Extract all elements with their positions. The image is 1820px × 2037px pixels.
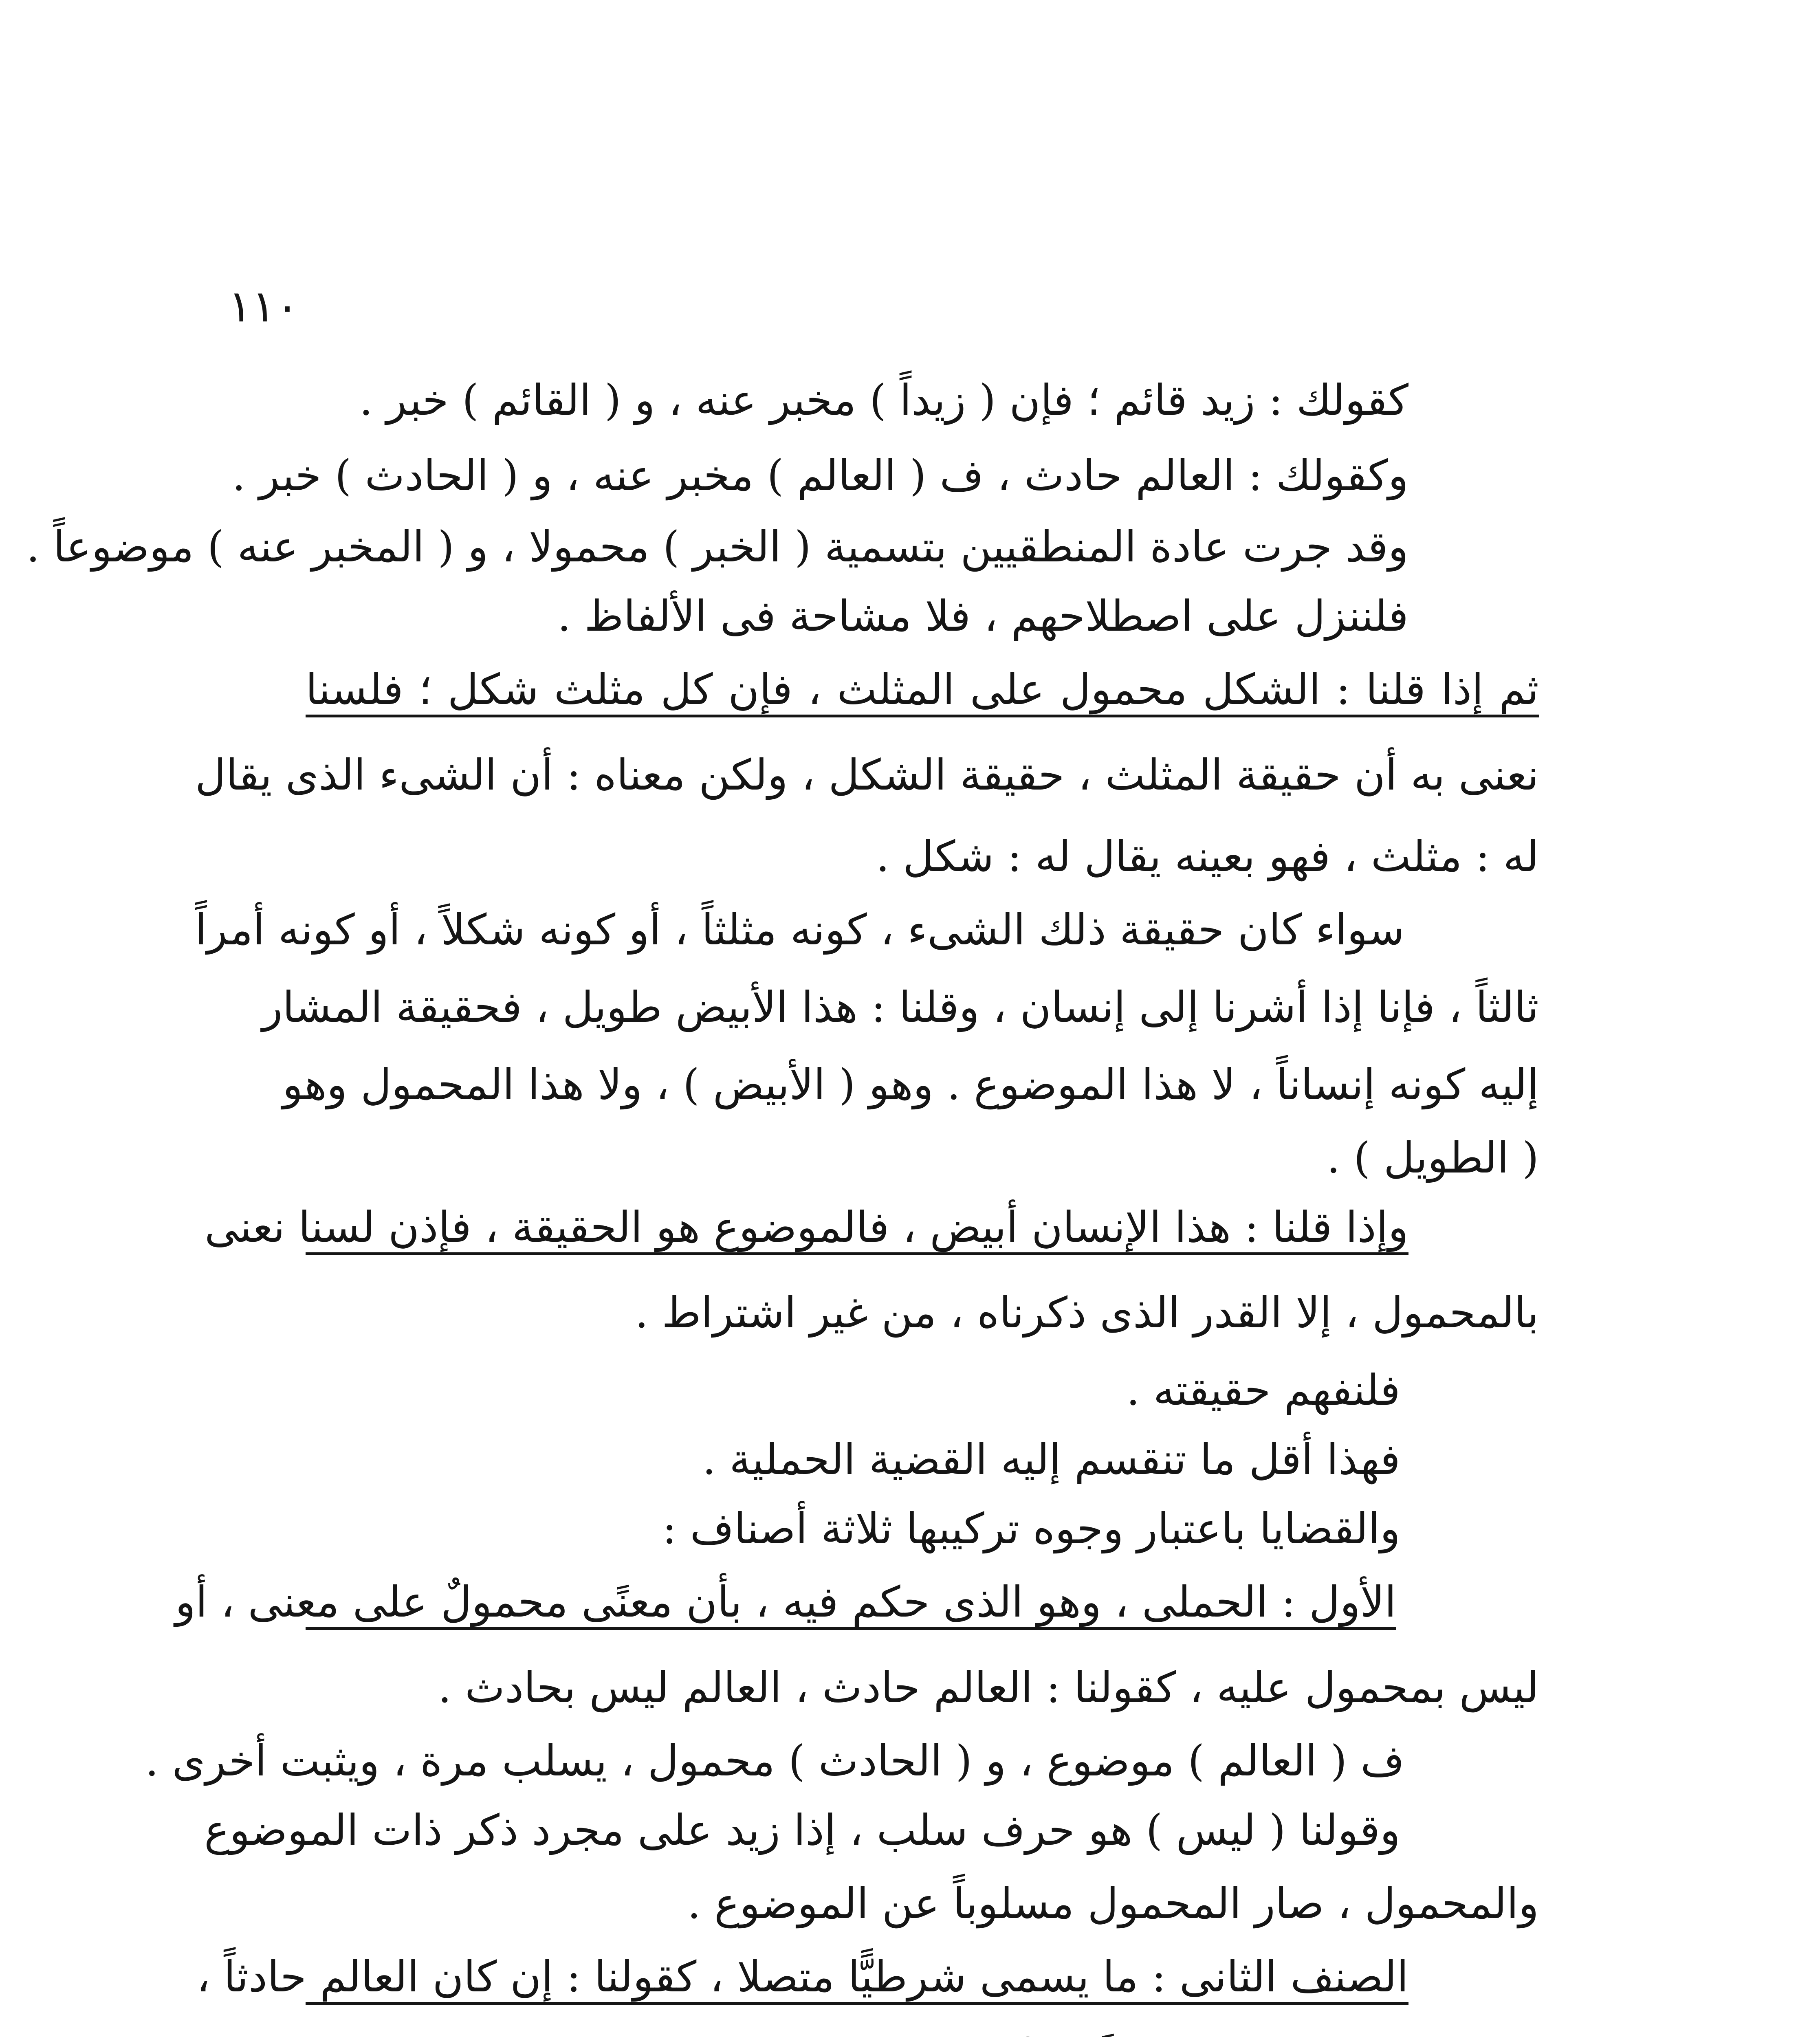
- text-line-22: الصنف الثانى : ما يسمى شرطيًّا متصلا ، كقولنا : إن كان العالم حادثاً ،: [306, 1956, 1408, 2005]
- text-line-14: فلنفهم حقيقته .: [1126, 1365, 1400, 1415]
- text-line-5: ثم إذا قلنا : الشكل محمول على المثلث ، فإن كل مثلث شكل ؛ فلسنا: [306, 668, 1539, 717]
- text-line-4: فلننزل على اصطلاحهم ، فلا مشاحة فى الألفاظ .: [557, 591, 1408, 641]
- text-line-2: وكقولك : العالم حادث ، ف ( العالم ) مخبر عنه ، و ( الحادث ) خبر .: [232, 451, 1408, 500]
- text-line-8: سواء كان حقيقة ذلك الشىء ، كونه مثلثاً ، أو كونه شكلاً ، أو كونه أمراً: [195, 905, 1404, 955]
- page-number: ١١٠: [228, 281, 299, 332]
- text-line-12: وإذا قلنا : هذا الإنسان أبيض ، فالموضوع هو الحقيقة ، فإذن لسنا نعنى: [306, 1206, 1408, 1255]
- text-line-7: له : مثلث ، فهو بعينه يقال له : شكل .: [876, 832, 1539, 881]
- text-line-17: الأول : الحملى ، وهو الذى حكم فيه ، بأن معنًى محمولٌ على معنى ، أو: [306, 1581, 1396, 1630]
- text-line-13: بالمحمول ، إلا القدر الذى ذكرناه ، من غير اشتراط .: [635, 1288, 1539, 1337]
- text-line-19: ف ( العالم ) موضوع ، و ( الحادث ) محمول ، يسلب مرة ، ويثبت أخرى .: [145, 1736, 1404, 1786]
- text-line-10: إليه كونه إنساناً ، لا هذا الموضوع . وهو ( الأبيض ) ، ولا هذا المحمول وهو: [282, 1060, 1539, 1109]
- text-line-1: كقولك : زيد قائم ؛ فإن ( زيداً ) مخبر عنه ، و ( القائم ) خبر .: [359, 375, 1408, 425]
- text-line-6: نعنى به أن حقيقة المثلث ، حقيقة الشكل ، ولكن معناه : أن الشىء الذى يقال: [195, 750, 1539, 800]
- text-line-21: والمحمول ، صار المحمول مسلوباً عن الموضوع .: [687, 1879, 1539, 1928]
- text-line-9: ثالثاً ، فإنا إذا أشرنا إلى إنسان ، وقلنا : هذا الأبيض طويل ، فحقيقة المشار: [262, 982, 1539, 1032]
- text-line-11: ( الطويل ) .: [1327, 1133, 1539, 1183]
- text-line-3: وقد جرت عادة المنطقيين بتسمية ( الخبر ) محمولا ، و ( المخبر عنه ) موضوعاً .: [26, 522, 1408, 572]
- text-line-15: فهذا أقل ما تنقسم إليه القضية الحملية .: [702, 1434, 1400, 1484]
- text-line-18: ليس بمحمول عليه ، كقولنا : العالم حادث ، العالم ليس بحادث .: [438, 1663, 1539, 1712]
- text-line-16: والقضايا باعتبار وجوه تركيبها ثلاثة أصناف :: [662, 1504, 1400, 1553]
- text-line-20: وقولنا ( ليس ) هو حرف سلب ، إذا زيد على مجرد ذكر ذات الموضوع: [204, 1805, 1400, 1855]
